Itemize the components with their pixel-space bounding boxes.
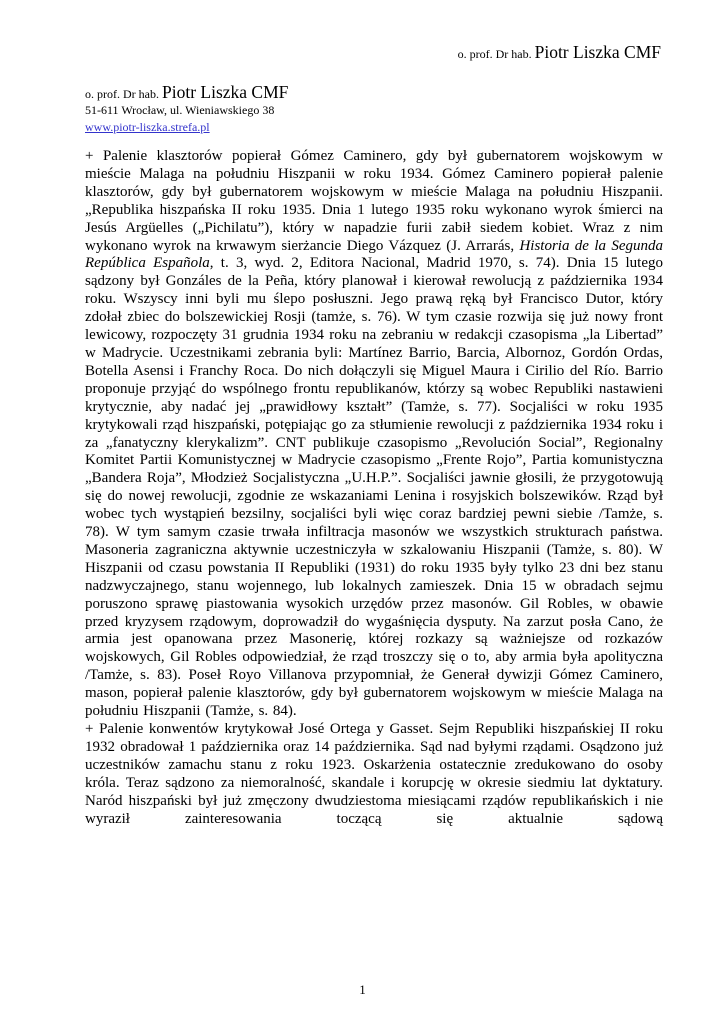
- author-name: Piotr Liszka CMF: [161, 82, 289, 102]
- paragraph-2: + Palenie konwentów krytykował José Ortega y Gasset. Sejm Republiki hiszpańskiej II roku 1932 obradował 1 października oraz 14 października. Sąd nad byłymi rządami. Osądzono już uczestników zamachu stanu z roku 1923. Oskarżenia ostatecznie zredukowano do osoby króla. Teraz sądzono za niemoralność, skandale i korupcję w okresie siedmiu lat dyktatury. Naród hiszpański był już zmęczony dwudziestoma miesiącami rządów republikańskich i nie wyraził zainteresowania toczącą się aktualnie sądową: [85, 721, 663, 827]
- paragraph-1-text-b: , t. 3, wyd. 2, Editora Nacional, Madrid 1970, s. 74). Dnia 15 lutego sądzony był Gonzáles de la Peña, który planował i kierował rewolucją z października 1934 roku. Wszyscy inni byli mu ślepo posłuszni. Jego prawą ręką był Francisco Dutor, który zdołał zbiec do bolszewickiej Rosji (tamże, s. 76). W tym czasie rozwija się już nowy front lewicowy, rozpoczęty 31 grudnia 1934 roku na zebraniu w redakcji czasopisma „la Libertad” w Madrycie. Uczestnikami zebrania byli: Martínez Barrio, Barcia, Albornoz, Gordón Ordas, Botella Asensi i Franchy Roca. Do nich dołączyli się Miguel Maura i Cirilio del Río. Barrio proponuje przyjąć do wspólnego frontu republikanów, którzy są wobec Republiki nastawieni krytycznie, aby nadać jej „prawidłowy kształt” (Tamże, s. 77). Socjaliści w roku 1935 krytykowali rząd hiszpański, potępiając go za stłumienie rewolucji z października 1934 roku i za „fanatyczny klerykalizm”. CNT publikuje czasopismo „Revolución Social”, Regionalny Komitet Partii Komunistycznej w Madrycie czasopismo „Frente Rojo”, Partia komunistyczna „Bandera Roja”, Młodzież Socjalistyczna „U.H.P.”. Socjaliści jawnie głosili, że przygotowują się do nowej rewolucji, zgodnie ze wskazaniami Lenina i rosyjskich bolszewików. Rząd był wobec tych wystąpień bezsilny, socjaliści byli więc coraz bardziej pewni siebie /Tamże, s. 78). W tym samym czasie trwała infiltracja masonów we wszystkich strukturach państwa. Masoneria zagraniczna aktywnie uczestniczyła w szkalowaniu Hiszpanii (Tamże, s. 80). W Hiszpanii od czasu powstania II Republiki (1931) do roku 1935 były tylko 23 dni bez stanu nadzwyczajnego, stanu wojennego, lub lokalnych zamieszek. Dnia 15 w obradach sejmu poruszono sprawę piastowania wysokich urzędów przez masonów. Gil Robles, w obawie przed kryzysem rządowym, doprowadził do wygaśnięcia dysputy. Na zarzut posła Cano, że armia jest opanowana przez Masonerię, której rozkazy są ważniejsze od rozkazów wojskowych, Gil Robles odpowiedział, że rząd troszczy się o to, aby armia była apolityczna /Tamże, s. 83). Poseł Royo Villanova przypomniał, że Generał dywizji Gómez Caminero, mason, popierał palenie klasztorów, gdy był gubernatorem wojskowym w mieście Malaga na południu Hiszpanii (Tamże, s. 84).: [85, 255, 664, 720]
- author-address: 51-611 Wrocław, ul. Wieniawskiego 38: [85, 103, 275, 118]
- header-title-prefix: o. prof. Dr hab.: [457, 47, 535, 61]
- paragraph-1-italic-citation: Historia de la Segunda República Española: [85, 237, 663, 272]
- website-link[interactable]: www.piotr-liszka.strefa.pl: [85, 120, 210, 135]
- author-prefix: o. prof. Dr hab.: [85, 87, 162, 101]
- header-title-name: Piotr Liszka CMF: [534, 42, 661, 62]
- page-number: 1: [359, 982, 366, 997]
- author-line: [85, 82, 288, 103]
- document-body: [85, 148, 663, 828]
- paragraph-1: [85, 148, 663, 721]
- paragraph-1-text-a: + Palenie klasztorów popierał Gómez Caminero, gdy był gubernatorem wojskowym w mieście Malaga na południu Hiszpanii w roku 1934. Gómez Caminero popierał palenie klasztorów, gdy był gubernatorem wojskowym w mieście Malaga na południu Hiszpanii. „Republika hiszpańska II roku 1935. Dnia 1 lutego 1935 roku wykonano wyrok śmierci na Jesús Argüelles („Pichilatu”), który w napadzie furii zabił siedem kobiet. Wraz z nim wykonano wyrok na krwawym sierżancie Diego Vázquez (J. Arrarás,: [85, 148, 663, 254]
- page-header: [458, 42, 661, 63]
- author-block: [85, 82, 288, 137]
